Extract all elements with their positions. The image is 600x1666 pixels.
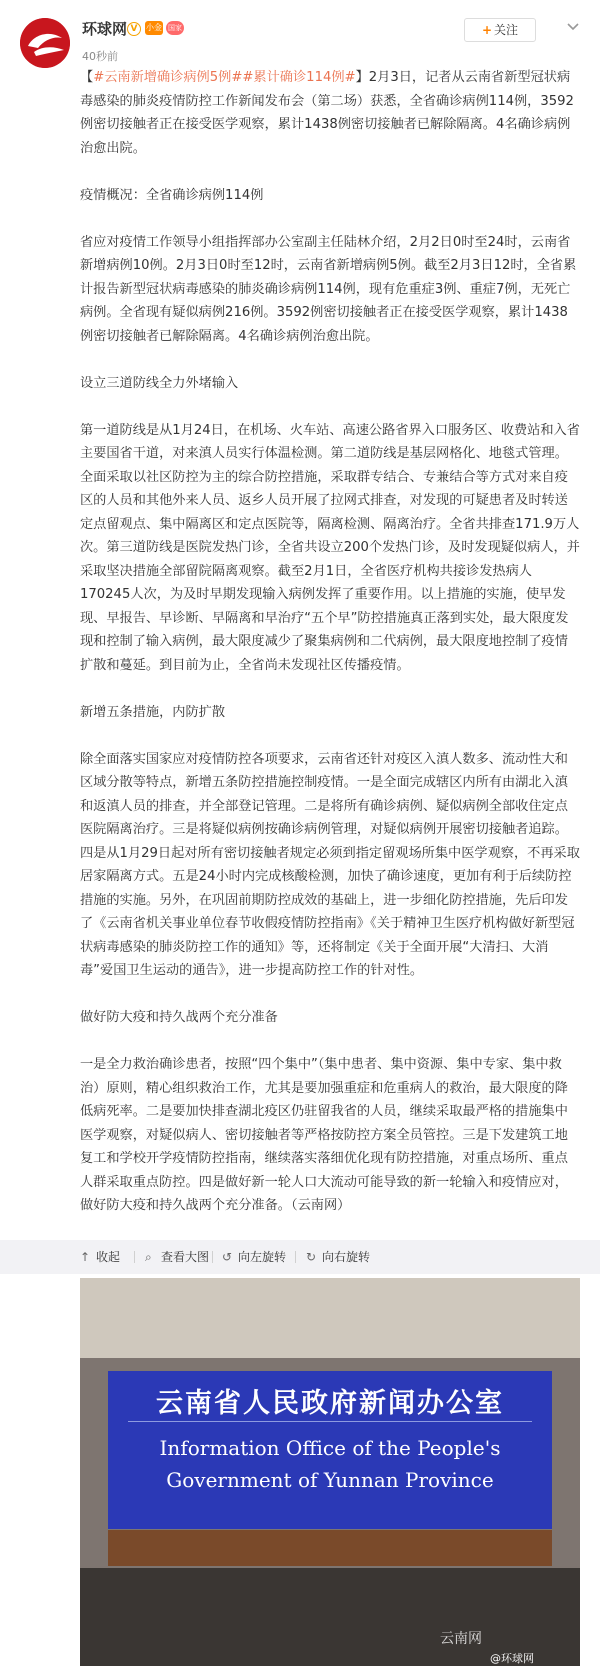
- stage-table: [108, 1530, 552, 1566]
- section-title: 疫情概况：全省确诊病例114例: [80, 187, 264, 203]
- post-paragraph: 除全面落实国家应对疫情防控各项要求，云南省还针对疫区入滇人数多、流动性大和区域分散等特点，新增五条防控措施控制疫情。一是全面完成辖区内所有由湖北入滇和返滇人员的排查，并全部登记管理。二是将所有确诊病例、疑似病例全部收住定点医院隔离治疗。三是将疑似病例按确诊病例管理，对疑似病例开展密切接触者追踪。四是从1月29日起对所有密切接触者规定必须到指定留观场所集中医学观察，不再采取居家隔离方式。五是24小时内完成核酸检测，加快了确诊速度，更加有利于后续防控措施的实施。另外，在巩固前期防控成效的基础上，进一步细化防控措施，先后印发了《云南省机关事业单位春节收假疫情防控指南》《关于精神卫生医疗机构做好新型冠状病毒感染的肺炎防控工作的通知》等，还将制定《关于全面开展“大清扫、大消毒”爱国卫生运动的通告》，进一步提高防控工作的针对性。: [80, 751, 580, 978]
- post-photo[interactable]: [80, 1278, 580, 1666]
- globe-logo-icon: [20, 18, 70, 68]
- follow-button[interactable]: [464, 18, 536, 42]
- section-title: 设立三道防线全力外堵输入: [80, 375, 239, 391]
- post-timestamp[interactable]: 40秒前: [82, 50, 118, 63]
- watermark-huanqiu: @环球网: [490, 1652, 534, 1665]
- rotate-left-label: 向左旋转: [238, 1250, 287, 1264]
- plus-icon: +: [481, 23, 493, 37]
- rotate-right-label: 向右旋转: [322, 1250, 371, 1264]
- post-paragraph: [80, 66, 580, 160]
- national-badge-icon: 国家: [166, 21, 184, 35]
- paragraph-text: 】2月3日，记者从云南省新型冠状病毒感染的肺炎疫情防控工作新闻发布会（第二场）获悉，全省确诊病例114例，3592例密切接触者正在接受医学观察，累计1438例密切接触者已解除隔离。4名确诊病例治愈出院。: [80, 70, 574, 156]
- banner-english-line1: Information Office of the People's: [159, 1436, 501, 1460]
- photo-ceiling: [80, 1278, 580, 1358]
- hashtag-link[interactable]: #累计确诊114例#: [242, 70, 356, 85]
- magnifier-icon: ⌕: [145, 1250, 152, 1264]
- collapse-label: 收起: [96, 1250, 121, 1264]
- follow-label: 关注: [494, 23, 519, 37]
- section-title: 新增五条措施，内防扩散: [80, 704, 226, 720]
- post-paragraph: 第一道防线是从1月24日，在机场、火车站、高速公路省界入口服务区、收费站和入省主要国省干道，对来滇人员实行体温检测。第二道防线是基层网格化、地毯式管理。全面采取以社区防控为主的综合防控措施，采取群专结合、专兼结合等方式对来自疫区的人员和其他外来人员、返乡人员开展了拉网式排查，对发现的可疑患者及时转送定点留观点、集中隔离区和定点医院等，隔离检测、隔离治疗。全省共排查171.9万人次。第三道防线是医院发热门诊，全省共设立200个发热门诊，及时发现疑似病人，并采取坚决措施全部留院隔离观察。截至2月1日，全省医疗机构共接诊发热病人170245人次，为及时早期发现输入病例发挥了重要作用。以上措施的实施，使早发现、早报告、早诊断、早隔离和早治疗“五个早”防控措施真正落到实处，最大限度发现和控制了输入病例，最大限度减少了聚集病例和二代病例，最大限度地控制了疫情扩散和蔓延。到目前为止，全省尚未发现社区传播疫情。: [80, 422, 580, 673]
- watermark-yunnanwang: 云南网: [440, 1631, 482, 1647]
- post-paragraph: 一是全力救治确诊患者，按照“四个集中”（集中患者、集中资源、集中专家、集中救治）原则，精心组织救治工作，尤其是要加强重症和危重病人的救治，最大限度的降低病死率。二是要加快排查湖北疫区仍驻留我省的人员，继续采取最严格的措施集中医学观察，对疑似病人、密切接触者等严格按防控方案全员管控。三是下发建筑工地复工和学校开学疫情防控指南，继续落实落细优化现有防控措施，对重点场所、重点人群采取重点防控。四是做好新一轮人口大流动可能导致的新一轮输入和疫情应对，做好防大疫和持久战两个充分准备。（云南网）: [80, 1057, 568, 1213]
- hashtag-link[interactable]: #云南新增确诊病例5例#: [93, 70, 243, 85]
- image-toolbar: [0, 1240, 600, 1274]
- verified-badge-icon: V: [127, 22, 141, 36]
- banner-english-line2: Government of Yunnan Province: [166, 1468, 494, 1492]
- collapse-button[interactable]: [80, 1240, 120, 1274]
- arrow-up-icon: ↑: [80, 1250, 91, 1264]
- rotate-right-icon: ↻: [306, 1250, 317, 1264]
- banner-chinese-title: 云南省人民政府新闻办公室: [156, 1388, 504, 1419]
- rotate-right-button[interactable]: [306, 1240, 370, 1274]
- post-content: [80, 66, 580, 1218]
- press-banner: [108, 1371, 552, 1529]
- chevron-down-icon[interactable]: [566, 20, 580, 34]
- rotate-left-icon: ↺: [222, 1250, 233, 1264]
- bracket-open: 【: [80, 70, 94, 85]
- member-badge-icon: 小金: [145, 21, 163, 35]
- post-paragraph: 省应对疫情工作领导小组指挥部办公室副主任陆林介绍，2月2日0时至24时，云南省新增病例10例。2月3日0时至12时，云南省新增病例5例。截至2月3日12时，全省累计报告新型冠状病毒感染的肺炎确诊病例114例，现有危重症3例、重症7例，无死亡病例。全省现有疑似病例216例。3592例密切接触者正在接受医学观察，累计1438例密切接触者已解除隔离。4名确诊病例治愈出院。: [80, 234, 577, 344]
- view-large-button[interactable]: [145, 1240, 209, 1274]
- account-avatar[interactable]: [20, 18, 70, 68]
- account-name[interactable]: 环球网: [82, 20, 128, 38]
- rotate-left-button[interactable]: [222, 1240, 286, 1274]
- section-title: 做好防大疫和持久战两个充分准备: [80, 1010, 278, 1025]
- view-large-label: 查看大图: [161, 1250, 210, 1264]
